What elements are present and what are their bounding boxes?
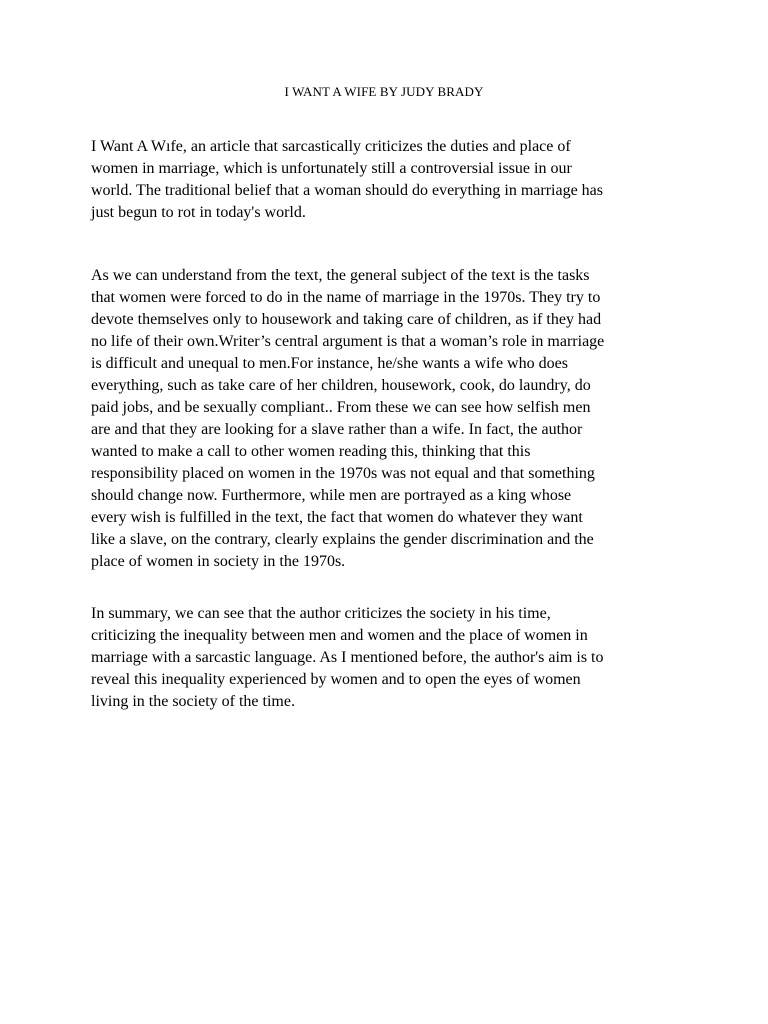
paragraph-line: are and that they are looking for a slave rather than a wife. In fact, the author <box>91 421 583 438</box>
paragraph-line: In summary, we can see that the author criticizes the society in his time, <box>91 605 551 622</box>
paragraph-line: paid jobs, and be sexually compliant.. From these we can see how selfish men <box>91 399 591 416</box>
paragraph-summary <box>91 603 691 713</box>
paragraph-line: that women were forced to do in the name of marriage in the 1970s. They try to <box>91 289 601 306</box>
paragraph-line: everything, such as take care of her children, housework, cook, do laundry, do <box>91 377 591 394</box>
paragraph-line: responsibility placed on women in the 1970s was not equal and that something <box>91 465 595 482</box>
paragraph-line: I Want A Wıfe, an article that sarcastically criticizes the duties and place of <box>91 138 571 155</box>
paragraph-line: marriage with a sarcastic language. As I mentioned before, the author's aim is to <box>91 649 604 666</box>
paragraph-line: place of women in society in the 1970s. <box>91 553 346 570</box>
paragraph-body <box>91 265 691 573</box>
paragraph-line: As we can understand from the text, the general subject of the text is the tasks <box>91 267 590 284</box>
paragraph-line: just begun to rot in today's world. <box>91 204 306 221</box>
document-title: I WANT A WIFE BY JUDY BRADY <box>284 84 484 99</box>
paragraph-line: reveal this inequality experienced by women and to open the eyes of women <box>91 671 581 688</box>
paragraph-line: like a slave, on the contrary, clearly explains the gender discrimination and the <box>91 531 594 548</box>
paragraph-line: is difficult and unequal to men.For instance, he/she wants a wife who does <box>91 355 568 372</box>
paragraph-line: devote themselves only to housework and taking care of children, as if they had <box>91 311 602 328</box>
paragraph-line: should change now. Furthermore, while men are portrayed as a king whose <box>91 487 572 504</box>
paragraph-line: criticizing the inequality between men and women and the place of women in <box>91 627 588 644</box>
paragraph-line: no life of their own.Writer’s central argument is that a woman’s role in marriage <box>91 333 605 350</box>
paragraph-line: living in the society of the time. <box>91 693 295 710</box>
paragraph-line: world. The traditional belief that a woman should do everything in marriage has <box>91 182 604 199</box>
paragraph-line: women in marriage, which is unfortunately still a controversial issue in our <box>91 160 572 177</box>
paragraph-line: every wish is fulfilled in the text, the fact that women do whatever they want <box>91 509 583 526</box>
paragraph-line: wanted to make a call to other women reading this, thinking that this <box>91 443 531 460</box>
paragraph-intro <box>91 136 691 224</box>
